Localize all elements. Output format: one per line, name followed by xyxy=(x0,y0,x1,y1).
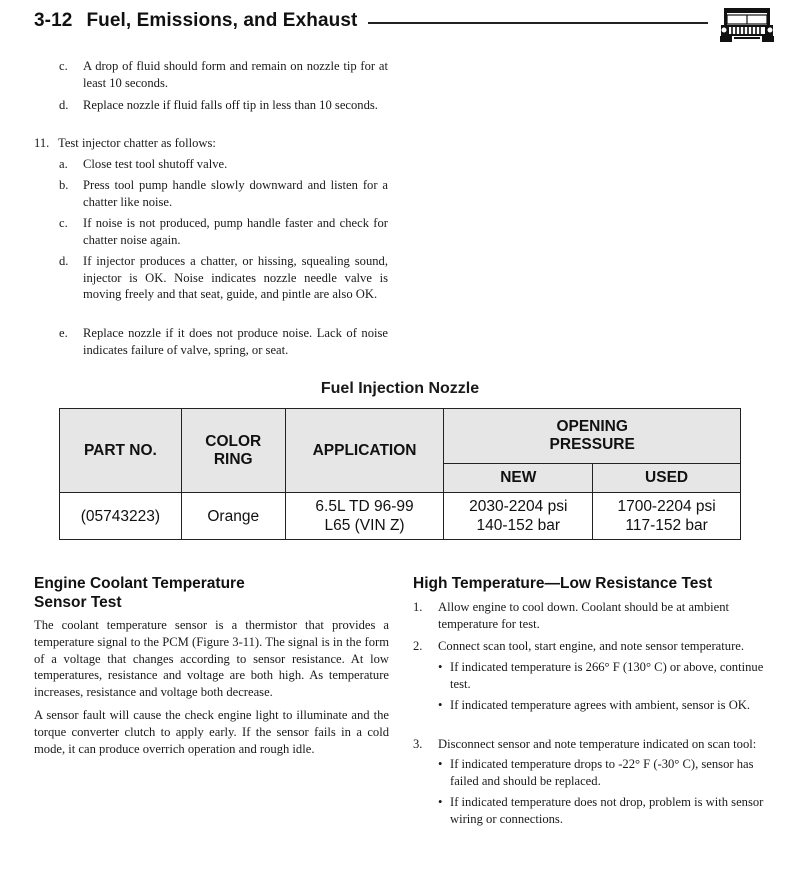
header-opening-pressure: OPENING PRESSURE xyxy=(444,409,741,464)
page-header xyxy=(34,10,357,32)
test-step-1: 1. Allow engine to cool down. Coolant should be at ambient temperature for test. xyxy=(413,600,730,631)
cell-part-no: (05743223) xyxy=(60,493,182,540)
header-part-no: PART NO. xyxy=(60,409,182,493)
cell-application: 6.5L TD 96-99 L65 (VIN Z) xyxy=(285,493,444,540)
step-11d: d. If injector produces a chatter, or hissing, squealing sound, injector is OK. Noise indicates nozzle needle valve is moving freely and that seat, guide, and pintle are also OK. xyxy=(59,254,388,301)
header-color-ring: COLOR RING xyxy=(181,409,285,493)
section-title-high-temp-test: High Temperature—Low Resistance Test xyxy=(413,575,713,592)
list-item: • If indicated temperature agrees with ambient, sensor is OK. xyxy=(438,698,751,712)
section-title-coolant-sensor: Engine Coolant Temperature Sensor Test xyxy=(34,575,245,611)
table-title: Fuel Injection Nozzle xyxy=(320,380,480,397)
step-11: 11. Test injector chatter as follows: xyxy=(34,136,216,150)
list-item: • If indicated temperature is 266° F (130° C) or above, continue test. xyxy=(438,660,764,691)
header-used: USED xyxy=(593,464,741,493)
step-11a: a. Close test tool shutoff valve. xyxy=(59,157,228,171)
paragraph-sensor-description: The coolant temperature sensor is a thermistor that provides a temperature signal to the PCM (Figure 3-11). The signal is in the form of a voltage that changes according to sensor resistance. At low temperatures, resistance and voltage are both high. As temperature increases, resistance and voltage both decrease. xyxy=(34,618,389,700)
list-item: • If indicated temperature drops to -22° F (-30° C), sensor has failed and should be replaced. xyxy=(438,757,754,788)
paragraph-sensor-fault: A sensor fault will cause the check engine light to illuminate and the torque converter clutch to apply early. If the sensor fails in a cold mode, it can produce overrich operation and rough idle. xyxy=(34,708,389,756)
table-row xyxy=(60,493,741,540)
cell-used-pressure: 1700-2204 psi 117-152 bar xyxy=(593,493,741,540)
test-step-2: 2. Connect scan tool, start engine, and note sensor temperature. xyxy=(413,639,745,653)
header-rule xyxy=(368,22,708,24)
step-c-drop: c. A drop of fluid should form and remain on nozzle tip for at least 10 seconds. xyxy=(59,59,388,90)
fuel-injection-nozzle-table xyxy=(59,408,741,540)
step-d-replace: d. Replace nozzle if fluid falls off tip in less than 10 seconds. xyxy=(59,98,378,112)
cell-color-ring: Orange xyxy=(181,493,285,540)
step-11c: c. If noise is not produced, pump handle faster and check for chatter noise again. xyxy=(59,216,388,247)
chapter-title: Fuel, Emissions, and Exhaust xyxy=(86,10,358,31)
step-11e: e. Replace nozzle if it does not produce noise. Lack of noise indicates failure of valve, spring, or seat. xyxy=(59,326,388,357)
test-step-3: 3. Disconnect sensor and note temperature indicated on scan tool: xyxy=(413,737,757,751)
header-application: APPLICATION xyxy=(285,409,444,493)
list-item: • If indicated temperature does not drop, problem is with sensor wiring or connections. xyxy=(438,795,764,826)
step-11b: b. Press tool pump handle slowly downward and listen for a chatter like noise. xyxy=(59,178,388,209)
hummer-vehicle-icon xyxy=(718,6,776,44)
header-new: NEW xyxy=(444,464,593,493)
section-number: 3-12 xyxy=(34,10,73,31)
cell-new-pressure: 2030-2204 psi 140-152 bar xyxy=(444,493,593,540)
